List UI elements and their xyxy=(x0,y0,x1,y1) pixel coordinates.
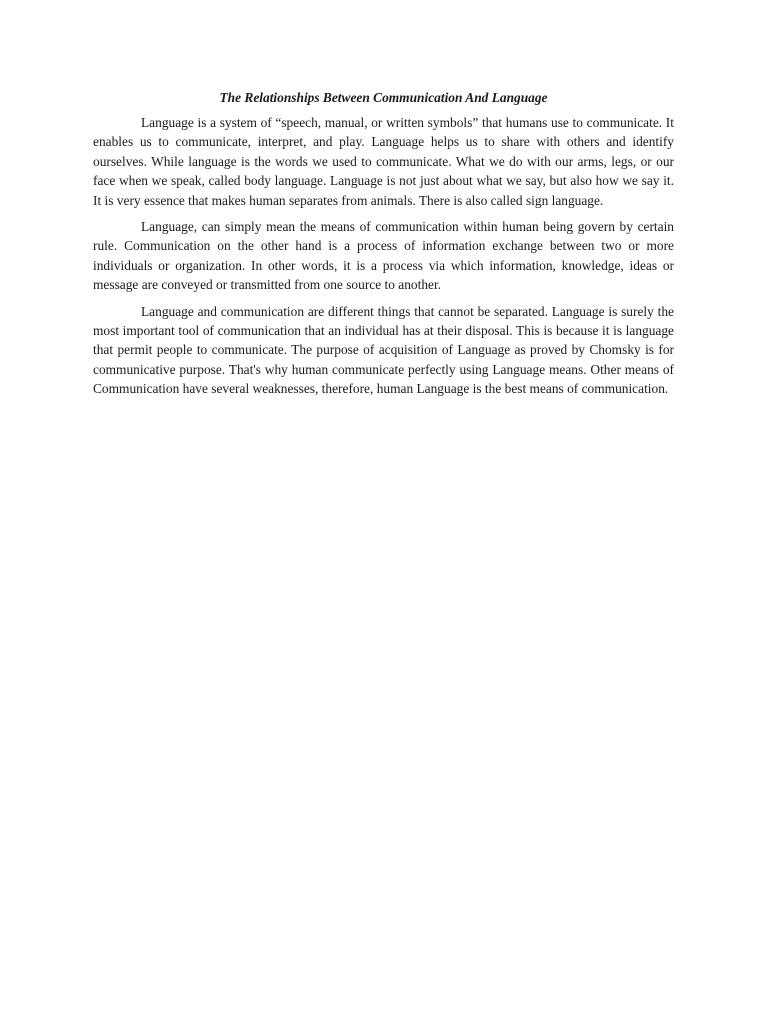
paragraph-2: Language, can simply mean the means of communication within human being govern by certain rule. Communication on the other hand is a process of information exchange between two or more individuals or organization. In other words, it is a process via which information, knowledge, ideas or message are conveyed or transmitted from one source to another. xyxy=(93,219,674,293)
document-title: The Relationships Between Communication And Language xyxy=(219,90,548,105)
paragraph-3: Language and communication are different things that cannot be separated. Language is surely the most important tool of communication that an individual has at their disposal. This is because it is language that permit people to communicate. The purpose of acquisition of Language as proved by Chomsky is for communicative purpose. That's why human communicate perfectly using Language means. Other means of Communication have several weaknesses, therefore, human Language is the best means of communication. xyxy=(93,303,674,397)
document-body xyxy=(93,88,674,406)
paragraph-1: Language is a system of “speech, manual, or written symbols” that humans use to communicate. It enables us to communicate, interpret, and play. Language helps us to share with others and identify ourselves. While language is the words we used to communicate. What we do with our arms, legs, or our face when we speak, called body language. Language is not just about what we say, but also how we say it. It is very essence that makes human separates from animals. There is also called sign language. xyxy=(93,115,674,208)
